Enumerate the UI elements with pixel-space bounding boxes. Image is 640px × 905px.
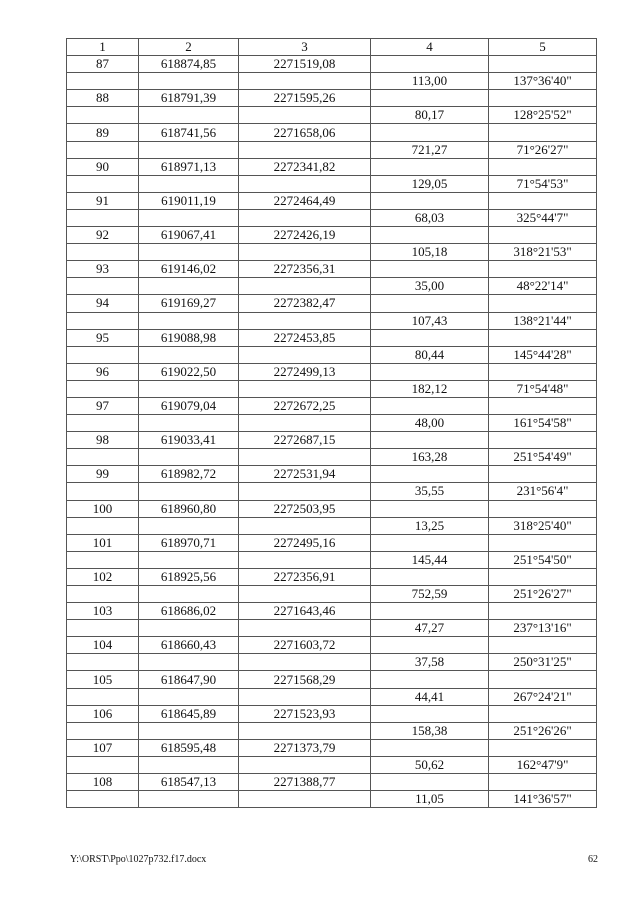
- empty-cell: [239, 722, 371, 739]
- point-number-cell: 87: [67, 56, 139, 73]
- empty-cell: [67, 107, 139, 124]
- coordinates-table: [66, 38, 597, 808]
- direction-angle-cell: 162°47'9": [489, 756, 597, 773]
- direction-angle-cell: 137°36'40": [489, 73, 597, 90]
- empty-cell: [489, 500, 597, 517]
- empty-cell: [239, 517, 371, 534]
- empty-cell: [67, 244, 139, 261]
- footer-file-path: Y:\ORST\Ppo\1027p732.f17.docx: [70, 854, 207, 865]
- x-coordinate-cell: 618970,71: [139, 534, 239, 551]
- empty-cell: [371, 363, 489, 380]
- empty-cell: [371, 637, 489, 654]
- point-number-cell: 104: [67, 637, 139, 654]
- empty-cell: [67, 483, 139, 500]
- empty-cell: [489, 295, 597, 312]
- direction-angle-cell: 250°31'25": [489, 654, 597, 671]
- empty-cell: [139, 483, 239, 500]
- y-coordinate-cell: 2271568,29: [239, 671, 371, 688]
- empty-cell: [489, 534, 597, 551]
- direction-angle-cell: 145°44'28": [489, 346, 597, 363]
- direction-angle-cell: 267°24'21": [489, 688, 597, 705]
- point-number-cell: 103: [67, 603, 139, 620]
- point-row: [67, 397, 597, 414]
- x-coordinate-cell: 619079,04: [139, 397, 239, 414]
- point-row: [67, 329, 597, 346]
- empty-cell: [371, 227, 489, 244]
- x-coordinate-cell: 618547,13: [139, 774, 239, 791]
- direction-angle-cell: 318°21'53": [489, 244, 597, 261]
- point-row: [67, 705, 597, 722]
- direction-angle-cell: 251°54'50": [489, 551, 597, 568]
- point-row: [67, 192, 597, 209]
- segment-row: [67, 756, 597, 773]
- empty-cell: [67, 722, 139, 739]
- y-coordinate-cell: 2271595,26: [239, 90, 371, 107]
- distance-cell: 145,44: [371, 551, 489, 568]
- x-coordinate-cell: 618595,48: [139, 739, 239, 756]
- distance-cell: 35,00: [371, 278, 489, 295]
- empty-cell: [489, 397, 597, 414]
- distance-cell: 158,38: [371, 722, 489, 739]
- segment-row: [67, 722, 597, 739]
- direction-angle-cell: 48°22'14": [489, 278, 597, 295]
- empty-cell: [239, 107, 371, 124]
- segment-row: [67, 483, 597, 500]
- empty-cell: [239, 73, 371, 90]
- empty-cell: [239, 175, 371, 192]
- x-coordinate-cell: 618982,72: [139, 466, 239, 483]
- header-row: [67, 39, 597, 56]
- direction-angle-cell: 251°26'27": [489, 586, 597, 603]
- x-coordinate-cell: 619067,41: [139, 227, 239, 244]
- y-coordinate-cell: 2272495,16: [239, 534, 371, 551]
- distance-cell: 80,44: [371, 346, 489, 363]
- y-coordinate-cell: 2272453,85: [239, 329, 371, 346]
- distance-cell: 752,59: [371, 586, 489, 603]
- segment-row: [67, 517, 597, 534]
- col-header-distance: 4: [371, 39, 489, 56]
- x-coordinate-cell: 618960,80: [139, 500, 239, 517]
- empty-cell: [371, 90, 489, 107]
- distance-cell: 68,03: [371, 209, 489, 226]
- empty-cell: [489, 56, 597, 73]
- empty-cell: [67, 551, 139, 568]
- empty-cell: [139, 209, 239, 226]
- point-number-cell: 107: [67, 739, 139, 756]
- empty-cell: [67, 517, 139, 534]
- point-row: [67, 90, 597, 107]
- empty-cell: [371, 295, 489, 312]
- empty-cell: [139, 517, 239, 534]
- direction-angle-cell: 71°26'27": [489, 141, 597, 158]
- x-coordinate-cell: 619169,27: [139, 295, 239, 312]
- point-row: [67, 295, 597, 312]
- point-number-cell: 99: [67, 466, 139, 483]
- empty-cell: [139, 312, 239, 329]
- empty-cell: [139, 688, 239, 705]
- empty-cell: [67, 688, 139, 705]
- point-number-cell: 96: [67, 363, 139, 380]
- empty-cell: [489, 363, 597, 380]
- col-header-y: 3: [239, 39, 371, 56]
- segment-row: [67, 688, 597, 705]
- x-coordinate-cell: 619022,50: [139, 363, 239, 380]
- empty-cell: [239, 483, 371, 500]
- y-coordinate-cell: 2271523,93: [239, 705, 371, 722]
- x-coordinate-cell: 618791,39: [139, 90, 239, 107]
- x-coordinate-cell: 619011,19: [139, 192, 239, 209]
- point-number-cell: 106: [67, 705, 139, 722]
- point-number-cell: 101: [67, 534, 139, 551]
- x-coordinate-cell: 618925,56: [139, 568, 239, 585]
- x-coordinate-cell: 619146,02: [139, 261, 239, 278]
- empty-cell: [67, 449, 139, 466]
- empty-cell: [371, 568, 489, 585]
- direction-angle-cell: 128°25'52": [489, 107, 597, 124]
- empty-cell: [139, 654, 239, 671]
- point-number-cell: 90: [67, 158, 139, 175]
- distance-cell: 47,27: [371, 620, 489, 637]
- distance-cell: 48,00: [371, 415, 489, 432]
- empty-cell: [489, 705, 597, 722]
- empty-cell: [139, 551, 239, 568]
- x-coordinate-cell: 619033,41: [139, 432, 239, 449]
- empty-cell: [67, 278, 139, 295]
- empty-cell: [371, 192, 489, 209]
- segment-row: [67, 449, 597, 466]
- distance-cell: 129,05: [371, 175, 489, 192]
- empty-cell: [67, 380, 139, 397]
- empty-cell: [239, 415, 371, 432]
- y-coordinate-cell: 2272382,47: [239, 295, 371, 312]
- point-row: [67, 671, 597, 688]
- y-coordinate-cell: 2272356,91: [239, 568, 371, 585]
- distance-cell: 50,62: [371, 756, 489, 773]
- page-footer: [70, 854, 598, 865]
- empty-cell: [489, 466, 597, 483]
- x-coordinate-cell: 618645,89: [139, 705, 239, 722]
- empty-cell: [371, 329, 489, 346]
- y-coordinate-cell: 2271388,77: [239, 774, 371, 791]
- segment-row: [67, 415, 597, 432]
- empty-cell: [239, 654, 371, 671]
- x-coordinate-cell: 618971,13: [139, 158, 239, 175]
- segment-row: [67, 586, 597, 603]
- empty-cell: [371, 739, 489, 756]
- segment-row: [67, 380, 597, 397]
- empty-cell: [489, 603, 597, 620]
- point-number-cell: 105: [67, 671, 139, 688]
- distance-cell: 11,05: [371, 791, 489, 808]
- point-row: [67, 774, 597, 791]
- empty-cell: [489, 329, 597, 346]
- empty-cell: [67, 73, 139, 90]
- empty-cell: [371, 124, 489, 141]
- y-coordinate-cell: 2272356,31: [239, 261, 371, 278]
- point-row: [67, 124, 597, 141]
- point-row: [67, 637, 597, 654]
- empty-cell: [489, 261, 597, 278]
- segment-row: [67, 141, 597, 158]
- y-coordinate-cell: 2272531,94: [239, 466, 371, 483]
- y-coordinate-cell: 2272341,82: [239, 158, 371, 175]
- empty-cell: [239, 278, 371, 295]
- segment-row: [67, 73, 597, 90]
- empty-cell: [489, 158, 597, 175]
- point-row: [67, 227, 597, 244]
- empty-cell: [239, 756, 371, 773]
- empty-cell: [371, 261, 489, 278]
- empty-cell: [139, 620, 239, 637]
- empty-cell: [239, 346, 371, 363]
- empty-cell: [489, 90, 597, 107]
- col-header-angle: 5: [489, 39, 597, 56]
- empty-cell: [239, 620, 371, 637]
- x-coordinate-cell: 618874,85: [139, 56, 239, 73]
- col-header-point: 1: [67, 39, 139, 56]
- empty-cell: [239, 449, 371, 466]
- point-number-cell: 91: [67, 192, 139, 209]
- y-coordinate-cell: 2272503,95: [239, 500, 371, 517]
- empty-cell: [139, 346, 239, 363]
- empty-cell: [139, 449, 239, 466]
- empty-cell: [489, 774, 597, 791]
- x-coordinate-cell: 618660,43: [139, 637, 239, 654]
- segment-row: [67, 244, 597, 261]
- segment-row: [67, 278, 597, 295]
- segment-row: [67, 620, 597, 637]
- y-coordinate-cell: 2272499,13: [239, 363, 371, 380]
- y-coordinate-cell: 2272672,25: [239, 397, 371, 414]
- segment-row: [67, 791, 597, 808]
- empty-cell: [239, 791, 371, 808]
- point-row: [67, 500, 597, 517]
- point-row: [67, 158, 597, 175]
- distance-cell: 107,43: [371, 312, 489, 329]
- direction-angle-cell: 161°54'58": [489, 415, 597, 432]
- distance-cell: 163,28: [371, 449, 489, 466]
- empty-cell: [67, 791, 139, 808]
- empty-cell: [239, 312, 371, 329]
- direction-angle-cell: 318°25'40": [489, 517, 597, 534]
- empty-cell: [489, 739, 597, 756]
- direction-angle-cell: 138°21'44": [489, 312, 597, 329]
- segment-row: [67, 209, 597, 226]
- direction-angle-cell: 231°56'4": [489, 483, 597, 500]
- empty-cell: [139, 722, 239, 739]
- empty-cell: [489, 432, 597, 449]
- segment-row: [67, 107, 597, 124]
- y-coordinate-cell: 2271603,72: [239, 637, 371, 654]
- empty-cell: [371, 466, 489, 483]
- empty-cell: [239, 688, 371, 705]
- empty-cell: [371, 671, 489, 688]
- empty-cell: [371, 56, 489, 73]
- direction-angle-cell: 71°54'53": [489, 175, 597, 192]
- point-number-cell: 102: [67, 568, 139, 585]
- y-coordinate-cell: 2271373,79: [239, 739, 371, 756]
- y-coordinate-cell: 2271643,46: [239, 603, 371, 620]
- point-number-cell: 88: [67, 90, 139, 107]
- segment-row: [67, 654, 597, 671]
- empty-cell: [489, 227, 597, 244]
- empty-cell: [489, 671, 597, 688]
- distance-cell: 721,27: [371, 141, 489, 158]
- x-coordinate-cell: 618686,02: [139, 603, 239, 620]
- direction-angle-cell: 325°44'7": [489, 209, 597, 226]
- point-row: [67, 363, 597, 380]
- distance-cell: 44,41: [371, 688, 489, 705]
- y-coordinate-cell: 2272464,49: [239, 192, 371, 209]
- empty-cell: [371, 534, 489, 551]
- empty-cell: [371, 432, 489, 449]
- empty-cell: [139, 791, 239, 808]
- empty-cell: [139, 244, 239, 261]
- empty-cell: [139, 141, 239, 158]
- empty-cell: [67, 141, 139, 158]
- empty-cell: [139, 756, 239, 773]
- empty-cell: [139, 175, 239, 192]
- point-row: [67, 739, 597, 756]
- empty-cell: [139, 73, 239, 90]
- empty-cell: [371, 158, 489, 175]
- empty-cell: [371, 397, 489, 414]
- point-number-cell: 100: [67, 500, 139, 517]
- empty-cell: [371, 500, 489, 517]
- distance-cell: 80,17: [371, 107, 489, 124]
- point-number-cell: 98: [67, 432, 139, 449]
- x-coordinate-cell: 618647,90: [139, 671, 239, 688]
- point-row: [67, 466, 597, 483]
- empty-cell: [239, 244, 371, 261]
- empty-cell: [239, 209, 371, 226]
- empty-cell: [371, 705, 489, 722]
- point-row: [67, 603, 597, 620]
- direction-angle-cell: 251°54'49": [489, 449, 597, 466]
- y-coordinate-cell: 2271519,08: [239, 56, 371, 73]
- empty-cell: [139, 586, 239, 603]
- empty-cell: [489, 637, 597, 654]
- col-header-x: 2: [139, 39, 239, 56]
- distance-cell: 113,00: [371, 73, 489, 90]
- segment-row: [67, 175, 597, 192]
- empty-cell: [371, 774, 489, 791]
- coordinates-sheet: [66, 38, 596, 808]
- direction-angle-cell: 71°54'48": [489, 380, 597, 397]
- empty-cell: [67, 209, 139, 226]
- segment-row: [67, 346, 597, 363]
- x-coordinate-cell: 619088,98: [139, 329, 239, 346]
- empty-cell: [139, 380, 239, 397]
- empty-cell: [67, 175, 139, 192]
- segment-row: [67, 312, 597, 329]
- direction-angle-cell: 251°26'26": [489, 722, 597, 739]
- distance-cell: 37,58: [371, 654, 489, 671]
- point-row: [67, 534, 597, 551]
- distance-cell: 182,12: [371, 380, 489, 397]
- x-coordinate-cell: 618741,56: [139, 124, 239, 141]
- point-number-cell: 97: [67, 397, 139, 414]
- table-body: [67, 56, 597, 808]
- point-number-cell: 89: [67, 124, 139, 141]
- empty-cell: [239, 586, 371, 603]
- distance-cell: 13,25: [371, 517, 489, 534]
- direction-angle-cell: 237°13'16": [489, 620, 597, 637]
- empty-cell: [67, 346, 139, 363]
- empty-cell: [139, 107, 239, 124]
- empty-cell: [67, 586, 139, 603]
- empty-cell: [139, 415, 239, 432]
- direction-angle-cell: 141°36'57": [489, 791, 597, 808]
- distance-cell: 35,55: [371, 483, 489, 500]
- empty-cell: [139, 278, 239, 295]
- empty-cell: [489, 124, 597, 141]
- point-row: [67, 261, 597, 278]
- empty-cell: [67, 415, 139, 432]
- y-coordinate-cell: 2272426,19: [239, 227, 371, 244]
- empty-cell: [239, 141, 371, 158]
- footer-page-number: 62: [588, 854, 598, 865]
- empty-cell: [67, 654, 139, 671]
- point-row: [67, 56, 597, 73]
- segment-row: [67, 551, 597, 568]
- y-coordinate-cell: 2272687,15: [239, 432, 371, 449]
- empty-cell: [67, 756, 139, 773]
- distance-cell: 105,18: [371, 244, 489, 261]
- point-number-cell: 94: [67, 295, 139, 312]
- point-number-cell: 108: [67, 774, 139, 791]
- point-row: [67, 432, 597, 449]
- point-number-cell: 93: [67, 261, 139, 278]
- empty-cell: [239, 551, 371, 568]
- empty-cell: [371, 603, 489, 620]
- point-number-cell: 92: [67, 227, 139, 244]
- point-row: [67, 568, 597, 585]
- empty-cell: [489, 568, 597, 585]
- empty-cell: [67, 620, 139, 637]
- empty-cell: [67, 312, 139, 329]
- y-coordinate-cell: 2271658,06: [239, 124, 371, 141]
- empty-cell: [239, 380, 371, 397]
- empty-cell: [489, 192, 597, 209]
- point-number-cell: 95: [67, 329, 139, 346]
